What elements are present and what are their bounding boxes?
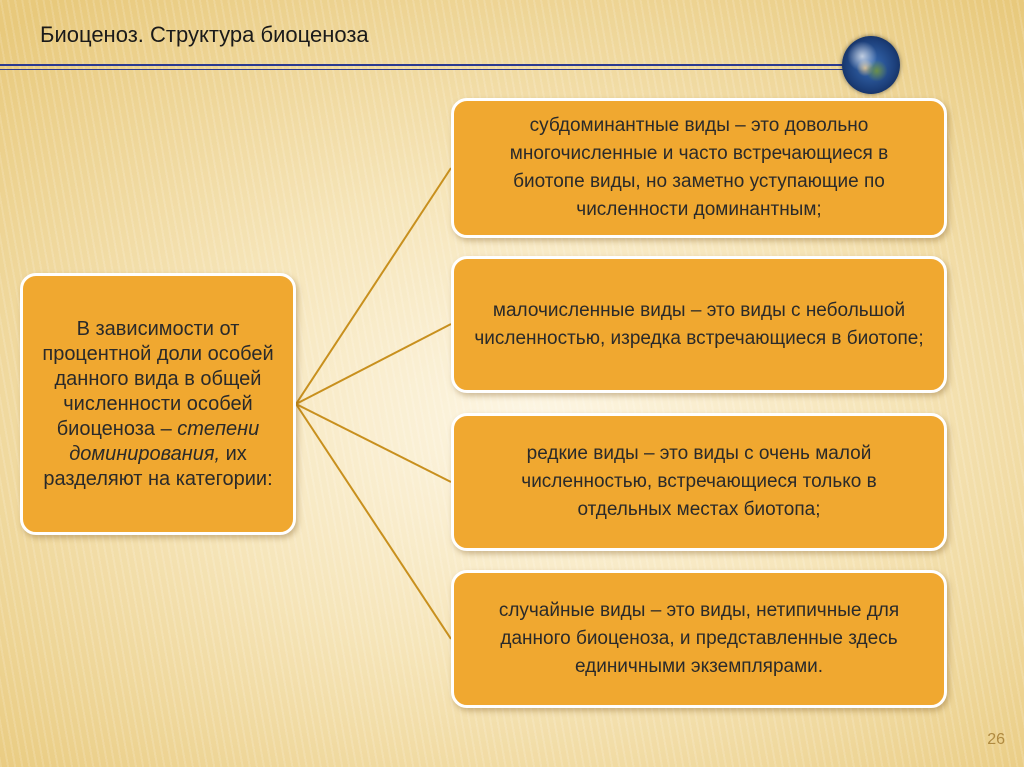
classification-box	[20, 273, 296, 535]
category-box-random	[451, 570, 947, 708]
connector-line-4	[296, 404, 451, 639]
classification-text-end: их разделяют на категории:	[43, 442, 273, 490]
category-text: редкие виды – это виды с очень малой численностью, встречающиеся только в отдельных местах биотопа;	[521, 443, 877, 520]
category-box-few	[451, 256, 947, 393]
connector-line-3	[296, 404, 451, 482]
category-text: субдоминантные виды – это довольно многочисленные и часто встречающиеся в биотопе виды, но заметно уступающие по численности доминантным;	[509, 115, 889, 220]
connector-line-2	[296, 324, 451, 404]
page-number: 26	[987, 731, 1005, 748]
category-text: случайные виды – это виды, нетипичные для данного биоценоза, и представленные здесь единичными экземплярами.	[498, 600, 900, 677]
category-text: малочисленные виды – это виды с небольшой численностью, изредка встречающиеся в биотопе;	[474, 299, 924, 349]
classification-text-italic: степени доминирования,	[69, 417, 260, 465]
slide-title: Биоценоз. Структура биоценоза	[40, 22, 369, 47]
classification-text	[37, 317, 279, 492]
connector-line-1	[296, 168, 451, 404]
category-box-rare	[451, 413, 947, 551]
classification-text-start: В зависимости от процентной доли особей данного вида в общей численности особей биоценоза –	[42, 317, 274, 440]
category-box-subdominant	[451, 98, 947, 238]
